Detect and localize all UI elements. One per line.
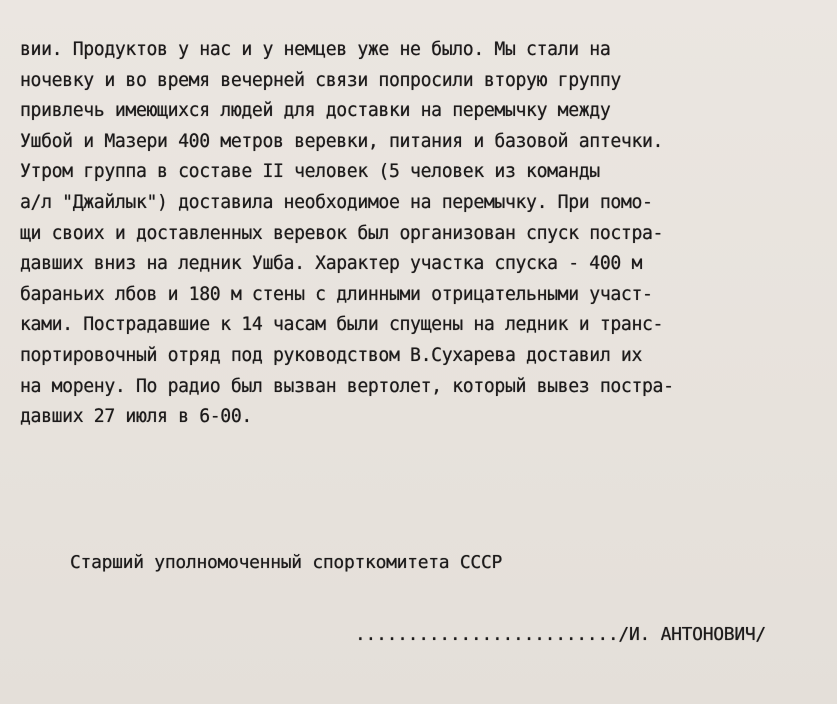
text-line: давших вниз на ледник Ушба. Характер участка спуска - 400 м (20, 252, 643, 275)
text-line: Утром группа в составе II человек (5 человек из команды (20, 160, 600, 183)
text-line: давших 27 июля в 6-00. (20, 405, 252, 428)
text-line: на морену. По радио был вызван вертолет, который вывез постра- (20, 374, 674, 397)
text-line: бараньих лбов и 180 м стены с длинными отрицательными участ- (20, 282, 653, 305)
signature-line: ........................./И. АНТОНОВИЧ/ (355, 624, 766, 645)
text-line: вии. Продуктов у нас и у немцев уже не было. Мы стали на (20, 38, 611, 60)
typed-paragraph (20, 34, 784, 432)
text-line: ками. Пострадавшие к 14 часам были спущены на ледник и транс- (20, 313, 664, 336)
text-line: ночевку и во время вечерней связи попросили вторую группу (20, 68, 621, 91)
signature-title: Старший уполномоченный спорткомитета СССР (70, 552, 503, 573)
text-line: а/л "Джайлык") доставила необходимое на перемычку. При помо- (20, 190, 653, 213)
text-line: привлечь имеющихся людей для доставки на перемычку между (20, 99, 611, 122)
text-line: портировочный отряд под руководством В.Сухарева доставил их (20, 343, 643, 366)
text-line: щи своих и доставленных веревок был организован спуск постра- (20, 221, 664, 244)
text-line: Ушбой и Мазери 400 метров веревки, питания и базовой аптечки. (20, 129, 664, 152)
show-through-text (60, 430, 820, 538)
